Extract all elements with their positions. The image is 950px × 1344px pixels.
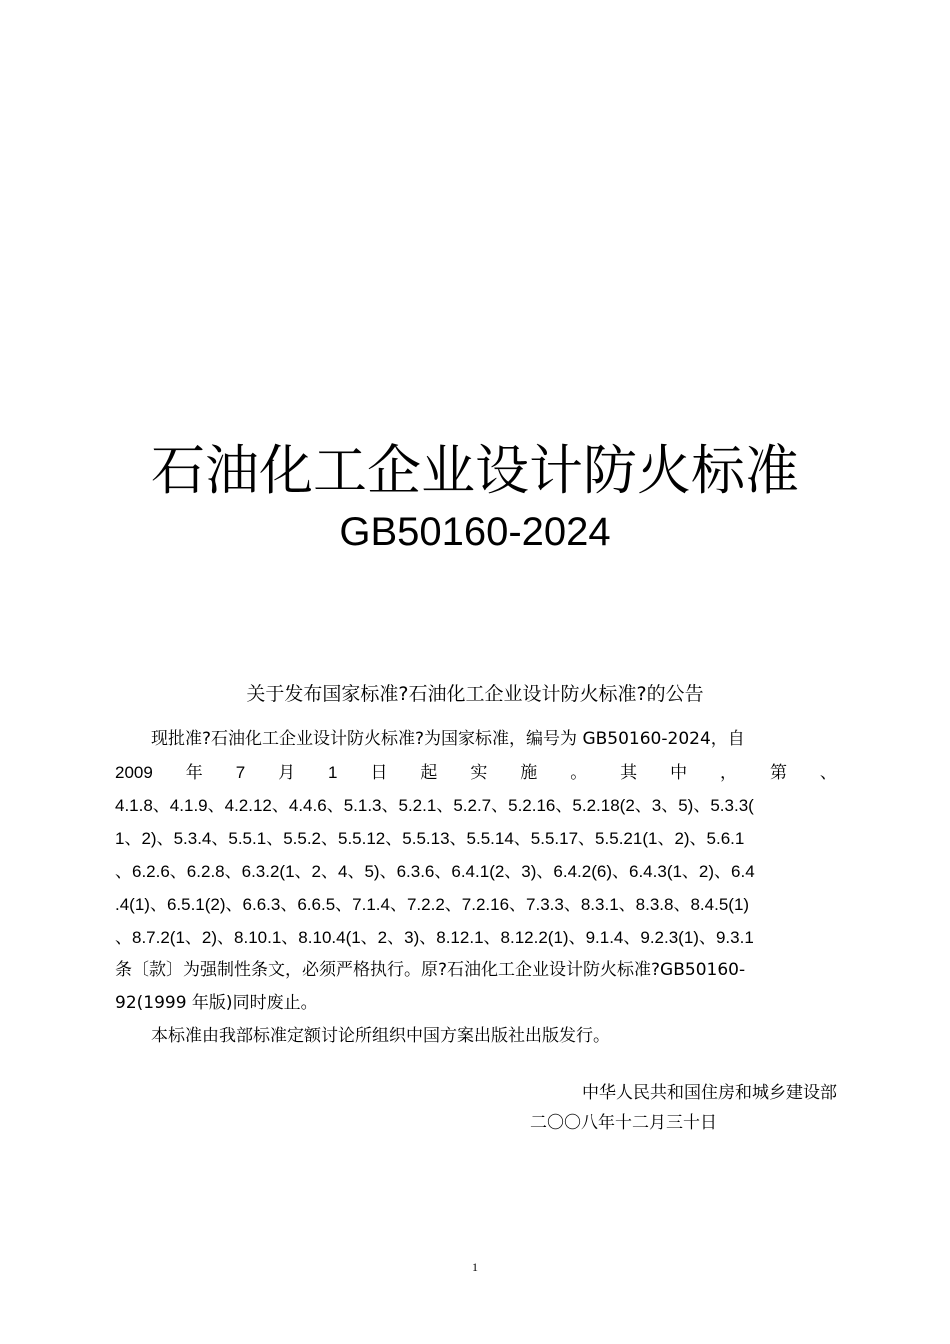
standard-code: GB50160-2024 [339,510,611,554]
spread-token: 。 [570,763,588,782]
spread-token: 年 [185,763,203,782]
spread-token: 中 [670,763,688,782]
notice-line-9: 92(1999 年版)同时废止。 [115,993,318,1013]
spread-token: 施 [520,763,538,782]
spread-token: 日 [370,763,388,782]
issuing-organization: 中华人民共和国住房和城乡建设部 [582,1083,837,1103]
notice-line-4: 1、2)、5.3.4、5.5.1、5.5.2、5.5.12、5.5.13、5.5.14、5.5.17、5.5.21(1、2)、5.6.1 [115,829,745,848]
notice-line-10: 本标准由我部标准定额讨论所组织中国方案出版社出版发行。 [151,1026,610,1046]
spread-token: 其 [620,763,638,782]
notice-line-7: 、8.7.2(1、2)、8.10.1、8.10.4(1、2、3)、8.12.1、8.12.2(1)、9.1.4、9.2.3(1)、9.3.1 [115,928,754,947]
spread-token: ， [720,763,738,782]
notice-body [115,723,837,1053]
notice-line-6: .4(1)、6.5.1(2)、6.6.3、6.6.5、7.1.4、7.2.2、7.2.16、7.3.3、8.3.1、8.3.8、8.4.5(1) [115,895,750,914]
signoff-block [530,1078,837,1138]
spread-token: 1 [328,763,338,782]
notice-line-2 [115,756,837,789]
notice-line-5: 、6.2.6、6.2.8、6.3.2(1、2、4、5)、6.3.6、6.4.1(2、3)、6.4.2(6)、6.4.3(1、2)、6.4 [115,862,755,881]
spread-token: 起 [420,763,438,782]
spread-token: 2009 [115,763,153,782]
notice-line-3: 4.1.8、4.1.9、4.2.12、4.4.6、5.1.3、5.2.1、5.2.7、5.2.16、5.2.18(2、3、5)、5.3.3( [115,796,754,815]
document-title: 石油化工企业设计防火标准 [151,439,799,502]
notice-heading: 关于发布国家标准?石油化工企业设计防火标准?的公告 [246,683,704,705]
issue-date: 二〇〇八年十二月三十日 [530,1113,717,1133]
spread-token: 月 [278,763,296,782]
spread-token: 实 [470,763,488,782]
notice-line-8: 条〔款〕为强制性条文，必须严格执行。原?石油化工企业设计防火标准?GB50160- [115,960,746,980]
page-number: 1 [472,1260,478,1274]
notice-line-1: 现批准?石油化工企业设计防火标准?为国家标准，编号为 GB50160-2024，自 [151,729,745,749]
spread-token: 第 [769,763,787,782]
spread-token: 、 [819,763,837,782]
spread-token: 7 [235,763,246,782]
